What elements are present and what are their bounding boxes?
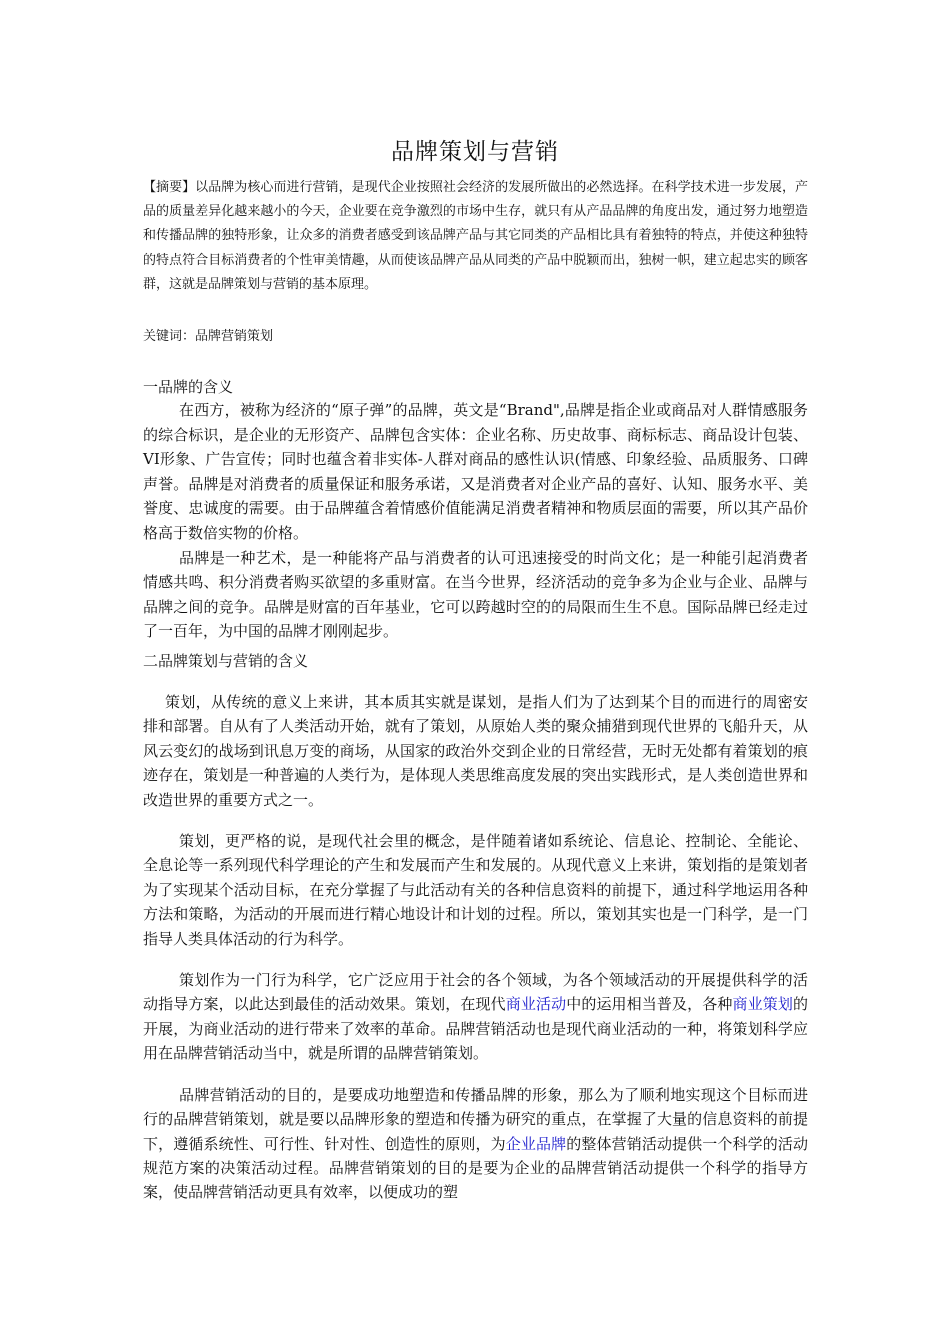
keywords-line: 关键词：品牌营销策划 (143, 329, 274, 344)
paragraph-text: 的开展，为商业活动的进行带来了效率的革命。品牌营销活动也是现代商业活动的一种，将策划科学应用在品牌营销活动当中，就是所谓的品牌营销策划。 (143, 995, 808, 1063)
abstract-text: 【摘要】以品牌为核心而进行营销，是现代企业按照社会经济的发展所做出的必然选择。在科学技术进一步发展，产品的质量差异化越来越小的今天，企业要在竞争激烈的市场中生存，就只有从产品品牌的角度出发，通过努力地塑造和传播品牌的独特形象，让众多的消费者感受到该品牌产品与其它同类的产品相比具有着独特的特点，并使这种独特的特点符合目标消费者的个性审美情趣，从而使该品牌产品从同类的产品中脱颖而出，独树一帜，建立起忠实的顾客群，这就是品牌策划与营销的基本原理。 (143, 180, 808, 292)
body-paragraph (143, 968, 808, 1066)
body-paragraph: 策划，从传统的意义上来讲，其本质其实就是谋划，是指人们为了达到某个目的而进行的周密安排和部署。自从有了人类活动开始，就有了策划，从原始人类的聚众捕猎到现代世界的飞船升天，从风云变幻的战场到讯息万变的商场，从国家的政治外交到企业的日常经营，无时无处都有着策划的痕迹存在，策划是一种普遍的人类行为，是体现人类思维高度发展的突出实践形式，是人类创造世界和改造世界的重要方式之一。 (143, 693, 808, 809)
document-title: 品牌策划与营销 (391, 139, 559, 165)
paragraph-text: 策划作为一门行为科学，它广泛应用于社会的各个领域，为各个领域活动的开展提供科学的活动指导方案，以此达到最佳的活动效果。策划，在现代 (143, 971, 808, 1014)
abstract-paragraph (143, 176, 808, 297)
body-paragraph: 在西方，被称为经济的“原子弹”的品牌，英文是“Brand",品牌是指企业或商品对人群情感服务的综合标识，是企业的无形资产、品牌包含实体：企业名称、历史故事、商标标志、商品设计包装、VI形象、广告宣传；同时也蕴含着非实体-人群对商品的感性认识(情感、印象经验、品质服务、口碑声誉。品牌是对消费者的质量保证和服务承诺，又是消费者对企业产品的喜好、认知、服务水平、美誉度、忠诚度的需要。由于品牌蕴含着情感价值能满足消费者精神和物质层面的需要，所以其产品价格高于数倍实物的价格。 (143, 401, 808, 542)
section-1-body (143, 398, 808, 644)
section-heading-2: 二品牌策划与营销的含义 (143, 652, 309, 670)
link-business-activity[interactable]: 商业活动 (505, 995, 567, 1014)
section-heading-1: 一品牌的含义 (143, 378, 234, 396)
section-2-body (143, 690, 808, 1222)
link-business-planning[interactable]: 商业策划 (732, 995, 793, 1014)
body-paragraph (143, 1083, 808, 1205)
body-paragraph: 策划，更严格的说，是现代社会里的概念，是伴随着诸如系统论、信息论、控制论、全能论、全息论等一系列现代科学理论的产生和发展而产生和发展的。从现代意义上来讲，策划指的是策划者为了实现某个活动目标，在充分掌握了与此活动有关的各种信息资料的前提下，通过科学地运用各种方法和策略，为活动的开展而进行精心地设计和计划的过程。所以，策划其实也是一门科学，是一门指导人类具体活动的行为科学。 (143, 832, 808, 948)
link-enterprise-brand[interactable]: 企业品牌 (505, 1134, 567, 1153)
paragraph-text: 的整体营销活动提供一个科学的活动规范方案的决策活动过程。品牌营销策划的目的是要为企业的品牌营销活动提供一个科学的指导方案，使品牌营销活动更具有效率，以便成功的塑 (143, 1134, 808, 1202)
body-paragraph: 品牌是一种艺术，是一种能将产品与消费者的认可迅速接受的时尚文化；是一种能引起消费者情感共鸣、积分消费者购买欲望的多重财富。在当今世界，经济活动的竞争多为企业与企业、品牌与品牌之间的竞争。品牌是财富的百年基业，它可以跨越时空的的局限而生生不息。国际品牌已经走过了一百年，为中国的品牌才刚刚起步。 (143, 548, 808, 641)
paragraph-text: 中的运用相当普及，各种 (566, 995, 733, 1014)
paragraph-text: 品牌营销活动的目的，是要成功地塑造和传播品牌的形象，那么为了顺利地实现这个目标而进行的品牌营销策划，就是要以品牌形象的塑造和传播为研究的重点，在掌握了大量的信息资料的前提下，遵循系统性、可行性、针对性、创造性的原则，为 (143, 1085, 808, 1153)
